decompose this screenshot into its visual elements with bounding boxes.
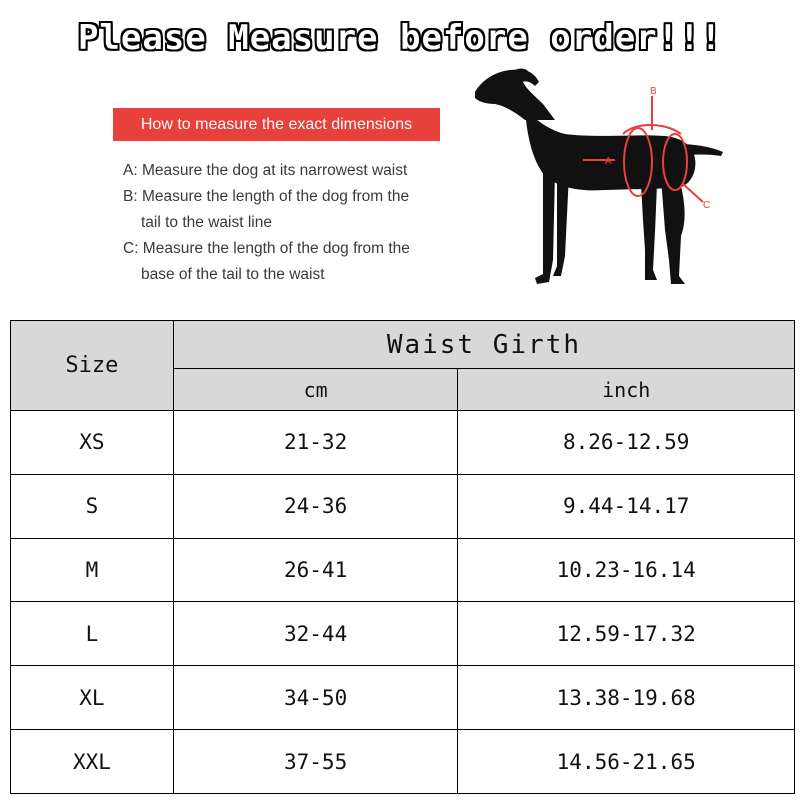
instruction-c: C: Measure the length of the dog from the xyxy=(123,240,410,257)
waist-girth-header: Waist Girth xyxy=(173,321,794,369)
size-chart xyxy=(10,320,795,794)
dog-measurement-illustration xyxy=(465,60,745,300)
size-cell: L xyxy=(11,602,174,666)
size-cell: XXL xyxy=(11,730,174,794)
table-row xyxy=(11,730,795,794)
cm-cell: 34-50 xyxy=(173,666,458,730)
cm-header: cm xyxy=(173,369,458,411)
label-a: A xyxy=(605,156,612,167)
label-b: B xyxy=(650,86,657,97)
size-cell: XS xyxy=(11,411,174,475)
table-row xyxy=(11,666,795,730)
table-row xyxy=(11,474,795,538)
how-to-measure-banner: How to measure the exact dimensions xyxy=(113,108,440,141)
cm-cell: 21-32 xyxy=(173,411,458,475)
table-row xyxy=(11,602,795,666)
size-cell: XL xyxy=(11,666,174,730)
inch-cell: 13.38-19.68 xyxy=(458,666,795,730)
instruction-c-cont: base of the tail to the waist xyxy=(141,266,325,283)
size-cell: S xyxy=(11,474,174,538)
cm-cell: 32-44 xyxy=(173,602,458,666)
table-row xyxy=(11,538,795,602)
page-title: Please Measure before order!!! xyxy=(77,18,723,58)
table-row xyxy=(11,411,795,475)
instruction-b-cont: tail to the waist line xyxy=(141,214,272,231)
inch-cell: 8.26-12.59 xyxy=(458,411,795,475)
inch-cell: 10.23-16.14 xyxy=(458,538,795,602)
measurement-instructions xyxy=(123,158,463,288)
cm-cell: 24-36 xyxy=(173,474,458,538)
size-cell: M xyxy=(11,538,174,602)
size-table xyxy=(10,320,795,794)
instruction-a: A: Measure the dog at its narrowest waist xyxy=(123,162,408,179)
instruction-b: B: Measure the length of the dog from the xyxy=(123,188,410,205)
cm-cell: 26-41 xyxy=(173,538,458,602)
cm-cell: 37-55 xyxy=(173,730,458,794)
inch-cell: 9.44-14.17 xyxy=(458,474,795,538)
inch-cell: 12.59-17.32 xyxy=(458,602,795,666)
inch-cell: 14.56-21.65 xyxy=(458,730,795,794)
label-c: C xyxy=(703,200,711,211)
inch-header: inch xyxy=(458,369,795,411)
size-header: Size xyxy=(11,321,174,411)
